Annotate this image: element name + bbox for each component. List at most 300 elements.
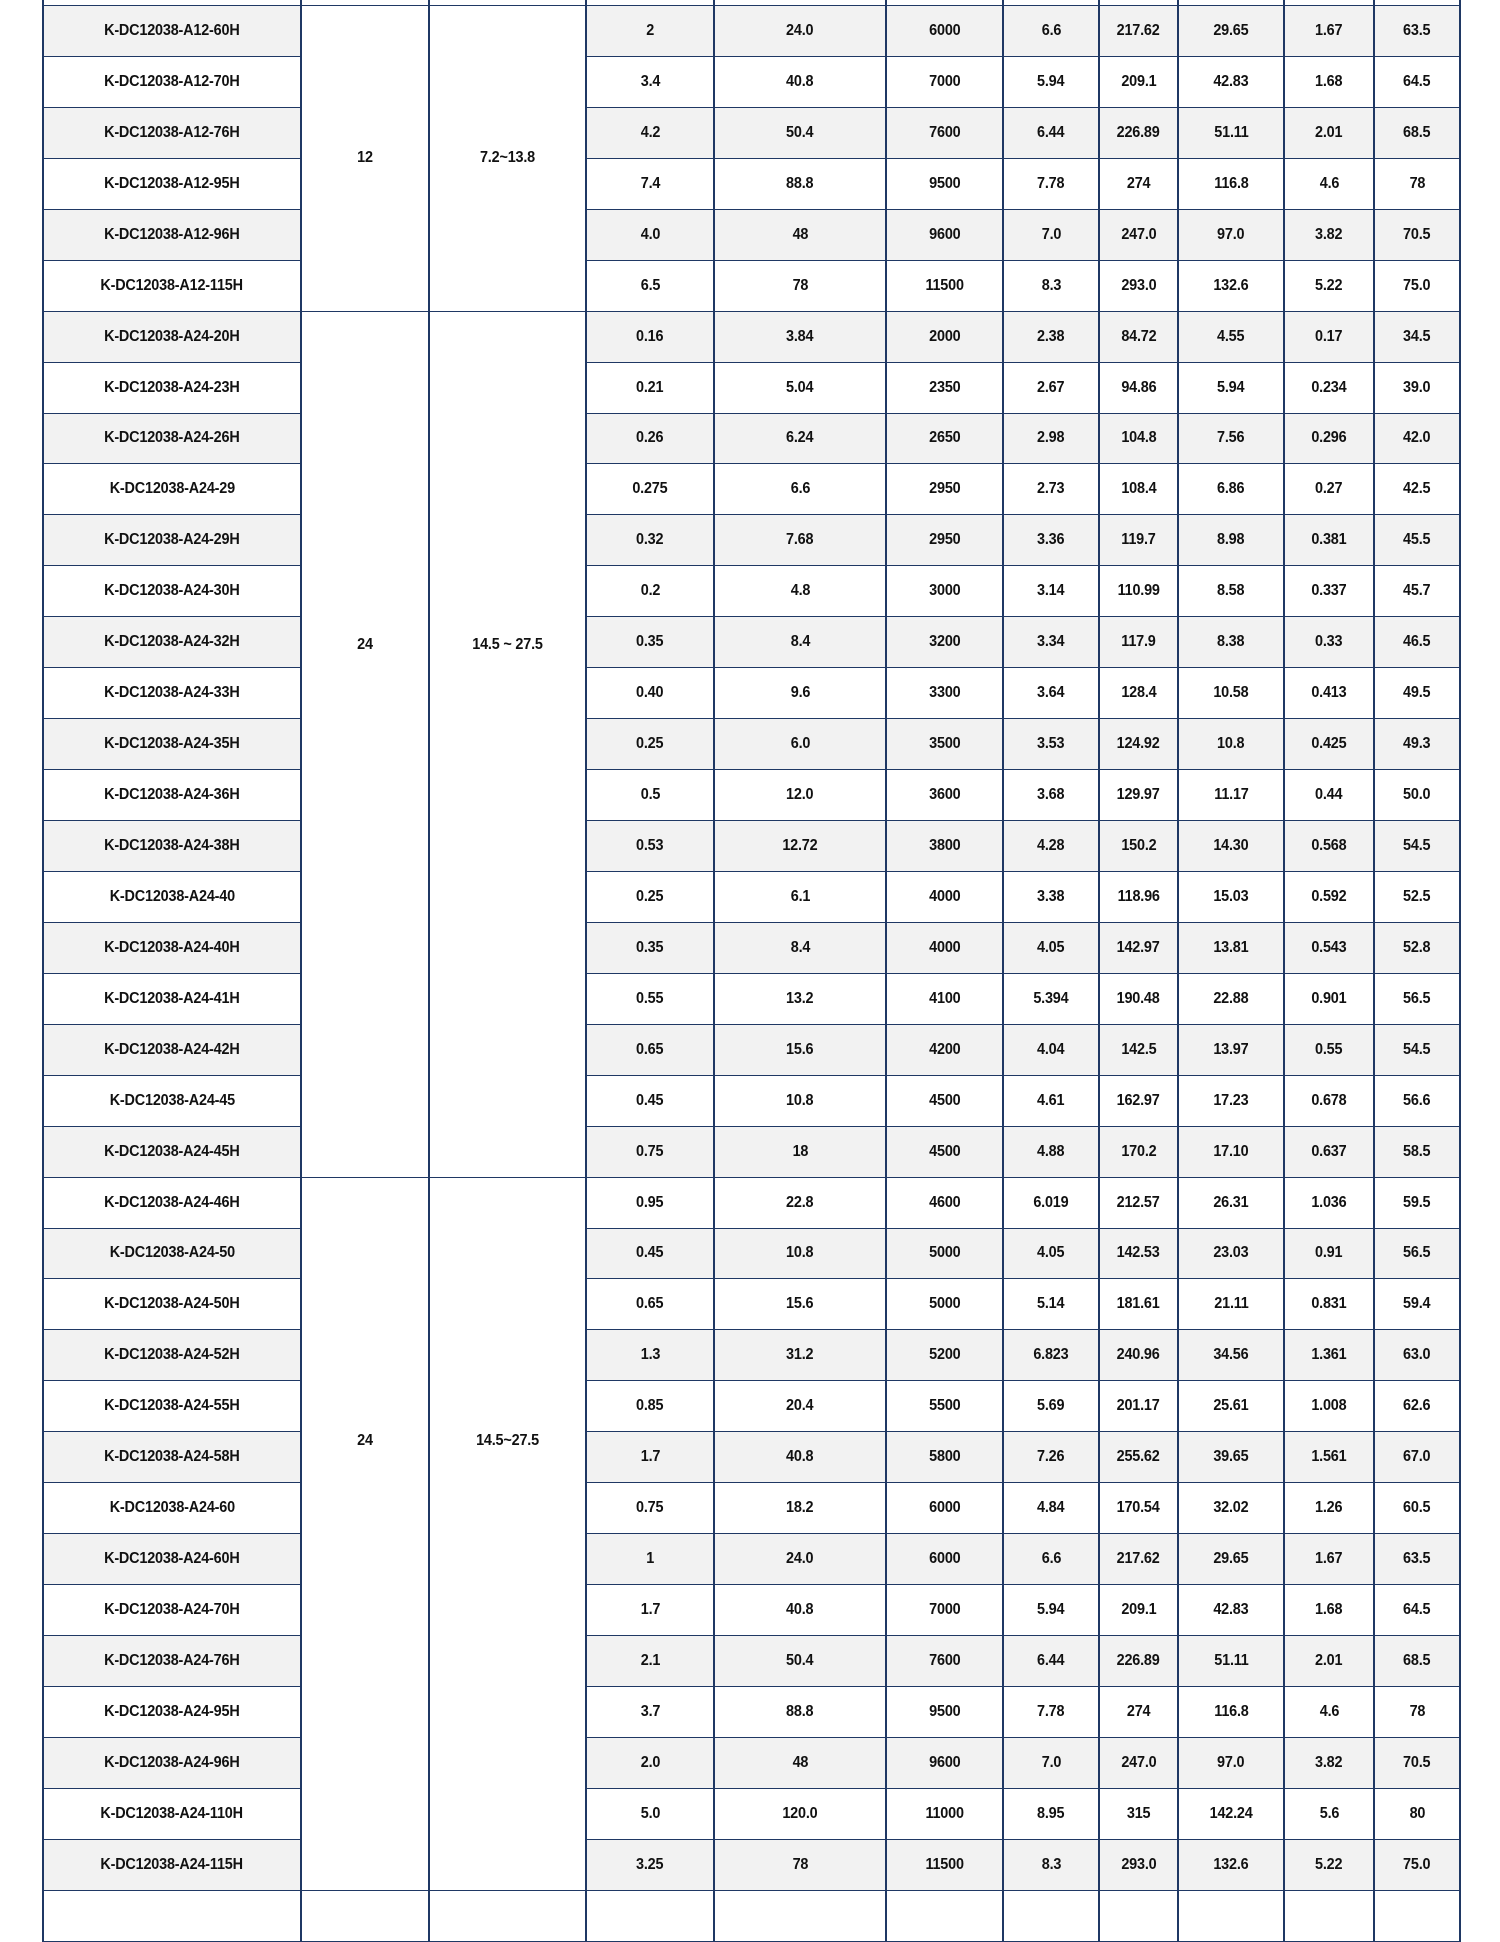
value-text: 1.036 [1311,1193,1347,1211]
value-cell [1099,1788,1178,1839]
value-text: 14.30 [1213,836,1249,854]
model-label: K-DC12038-A12-96H [104,225,240,243]
table-row [43,719,1460,770]
value-cell [586,1483,714,1534]
value-cell [1374,1381,1460,1432]
value-cell [1099,1839,1178,1890]
value-text: 3.64 [1037,684,1065,702]
value-text: 247.0 [1120,225,1157,243]
value-text: 10.58 [1213,684,1249,702]
value-cell [886,6,1003,57]
value-cell [886,922,1003,973]
value-text: 8.4 [790,938,810,956]
value-cell [886,1483,1003,1534]
table-row [43,1432,1460,1483]
value-text: 5000 [928,1244,961,1262]
model-label: K-DC12038-A24-50 [109,1244,235,1262]
value-text: 13.81 [1213,938,1249,956]
value-cell [586,158,714,209]
value-cell [1178,821,1284,872]
value-cell [1374,56,1460,107]
value-text: 0.17 [1315,327,1343,345]
value-text: 97.0 [1217,225,1245,243]
value-text: 0.901 [1311,989,1347,1007]
value-text: 0.55 [1315,1040,1343,1058]
value-cell [1178,668,1284,719]
model-label: K-DC12038-A24-58H [104,1448,240,1466]
value-cell [1284,1636,1374,1687]
value-text: 9600 [928,1753,961,1771]
voltage-label: 24 [357,635,373,653]
value-cell [1374,1788,1460,1839]
model-label: K-DC12038-A24-32H [104,633,240,651]
value-cell [1374,311,1460,362]
value-cell [1178,1381,1284,1432]
value-text: 116.8 [1213,174,1249,192]
value-text: 132.6 [1213,1855,1249,1873]
value-cell [1178,719,1284,770]
table-row [43,1330,1460,1381]
value-text: 4.6 [1319,1702,1339,1720]
value-cell [1099,209,1178,260]
value-cell [1284,973,1374,1024]
value-text: 68.5 [1403,123,1431,141]
value-cell [1284,1279,1374,1330]
value-text: 0.25 [636,887,664,905]
model-cell [43,1228,301,1279]
value-cell [1003,515,1099,566]
value-cell [586,1432,714,1483]
value-text: 3500 [928,735,961,753]
value-text: 88.8 [786,174,814,192]
model-label: K-DC12038-A24-76H [104,1651,240,1669]
value-cell [1178,311,1284,362]
value-cell [1284,1075,1374,1126]
value-cell [886,515,1003,566]
value-cell [1099,1279,1178,1330]
value-cell [1374,871,1460,922]
model-label: K-DC12038-A24-50H [104,1295,240,1313]
value-cell [1374,1177,1460,1228]
value-text: 54.5 [1403,836,1431,854]
value-cell [886,56,1003,107]
model-label: K-DC12038-A12-76H [104,123,240,141]
value-text: 4.61 [1037,1091,1065,1109]
voltage-range-cell [429,6,586,312]
value-text: 88.8 [786,1702,814,1720]
value-text: 15.03 [1213,887,1249,905]
value-text: 1.26 [1315,1499,1343,1517]
value-text: 58.5 [1403,1142,1431,1160]
model-label: K-DC12038-A24-26H [104,429,240,447]
value-text: 201.17 [1117,1397,1160,1415]
value-text: 0.413 [1311,684,1347,702]
value-text: 7.56 [1217,429,1245,447]
value-text: 46.5 [1403,633,1431,651]
voltage-range-cell [429,1177,586,1890]
value-cell [1003,362,1099,413]
value-cell [1003,617,1099,668]
value-cell [1284,1737,1374,1788]
value-text: 1 [646,1550,654,1568]
value-cell [1374,1024,1460,1075]
value-text: 7.0 [1041,1753,1061,1771]
value-text: 42.5 [1403,480,1431,498]
value-cell [1003,871,1099,922]
spec-table-body [43,0,1460,1941]
value-cell [1099,515,1178,566]
value-text: 8.98 [1217,531,1245,549]
value-text: 3.14 [1037,582,1065,600]
value-cell [1374,362,1460,413]
value-text: 21.11 [1213,1295,1249,1313]
value-text: 63.0 [1403,1346,1431,1364]
value-cell [1178,515,1284,566]
table-row [43,1686,1460,1737]
value-cell [886,1075,1003,1126]
value-cell [1374,770,1460,821]
value-cell [1003,209,1099,260]
value-cell [1003,1839,1099,1890]
model-label: K-DC12038-A24-33H [104,684,240,702]
table-row [43,311,1460,362]
table-row [43,770,1460,821]
value-text: 4.0 [640,225,660,243]
value-text: 51.11 [1213,123,1249,141]
cut-cell [1099,1890,1178,1941]
value-cell [1374,158,1460,209]
value-cell [714,311,886,362]
value-cell [1178,1585,1284,1636]
value-text: 70.5 [1403,225,1431,243]
value-cell [1099,1636,1178,1687]
table-row [43,56,1460,107]
value-text: 64.5 [1403,72,1431,90]
cut-cell [586,1890,714,1941]
cut-cell [1284,1890,1374,1941]
value-text: 3300 [928,684,961,702]
value-cell [886,1024,1003,1075]
value-text: 5.6 [1319,1804,1339,1822]
value-cell [586,515,714,566]
value-text: 110.99 [1117,582,1160,600]
value-cell [886,1381,1003,1432]
value-cell [886,464,1003,515]
value-text: 3.7 [640,1702,660,1720]
value-text: 13.97 [1213,1040,1249,1058]
value-text: 1.7 [640,1448,660,1466]
model-cell [43,464,301,515]
value-cell [1374,1585,1460,1636]
value-text: 54.5 [1403,1040,1431,1058]
value-cell [1284,515,1374,566]
voltage-cell [301,6,429,312]
value-cell [1374,1126,1460,1177]
model-cell [43,719,301,770]
value-text: 50.4 [786,123,814,141]
value-cell [886,871,1003,922]
value-text: 17.23 [1213,1091,1249,1109]
value-text: 67.0 [1403,1448,1431,1466]
value-cell [1003,260,1099,311]
value-cell [1003,1024,1099,1075]
value-text: 7.0 [1041,225,1061,243]
value-text: 3.38 [1037,887,1065,905]
value-text: 2.67 [1037,378,1065,396]
value-text: 4.8 [790,582,810,600]
value-cell [1284,1024,1374,1075]
value-text: 2.98 [1037,429,1065,447]
value-text: 2650 [928,429,961,447]
value-text: 40.8 [786,1448,814,1466]
value-text: 124.92 [1117,735,1160,753]
value-text: 78 [792,276,808,294]
value-cell [886,1636,1003,1687]
value-text: 0.381 [1311,531,1347,549]
value-text: 11500 [925,276,964,294]
value-text: 11.17 [1213,786,1249,804]
value-cell [886,311,1003,362]
value-text: 78 [792,1855,808,1873]
model-label: K-DC12038-A24-96H [104,1753,240,1771]
value-cell [1099,566,1178,617]
value-text: 6.6 [790,480,810,498]
value-cell [1178,1075,1284,1126]
value-cell [714,1279,886,1330]
model-label: K-DC12038-A24-95H [104,1702,240,1720]
value-text: 32.02 [1213,1499,1249,1517]
table-row [43,260,1460,311]
value-cell [586,668,714,719]
value-text: 29.65 [1213,1550,1249,1568]
value-text: 24.0 [786,21,814,39]
value-text: 4500 [928,1142,961,1160]
model-label: K-DC12038-A24-70H [104,1601,240,1619]
value-text: 0.425 [1311,735,1347,753]
value-cell [1178,1228,1284,1279]
value-cell [586,260,714,311]
model-label: K-DC12038-A24-60 [109,1499,235,1517]
value-cell [886,770,1003,821]
value-cell [586,6,714,57]
value-text: 0.678 [1311,1091,1347,1109]
value-cell [1003,668,1099,719]
value-text: 1.008 [1311,1397,1347,1415]
value-text: 4000 [928,887,961,905]
value-text: 78 [1409,1702,1425,1720]
value-cell [1099,413,1178,464]
value-text: 0.35 [636,633,664,651]
model-cell [43,1636,301,1687]
value-text: 0.53 [636,836,664,854]
voltage-range-cell [429,311,586,1177]
table-row [43,1126,1460,1177]
model-label: K-DC12038-A24-110H [100,1804,244,1822]
value-text: 1.561 [1311,1448,1347,1466]
value-cell [586,1228,714,1279]
value-cell [1003,1636,1099,1687]
model-label: K-DC12038-A24-42H [104,1040,240,1058]
model-label: K-DC12038-A24-40H [104,938,240,956]
value-text: 0.95 [636,1193,664,1211]
value-cell [1284,209,1374,260]
value-text: 217.62 [1117,21,1160,39]
value-cell [886,973,1003,1024]
value-cell [1003,1432,1099,1483]
value-cell [886,617,1003,668]
value-text: 63.5 [1403,21,1431,39]
value-text: 4.2 [640,123,660,141]
value-text: 59.4 [1403,1295,1431,1313]
value-cell [1099,464,1178,515]
value-text: 6.24 [786,429,814,447]
value-cell [714,464,886,515]
value-cell [1284,1534,1374,1585]
value-text: 13.2 [786,989,814,1007]
value-text: 97.0 [1217,1753,1245,1771]
value-cell [1374,1483,1460,1534]
value-cell [586,1177,714,1228]
value-text: 0.75 [636,1142,664,1160]
model-cell [43,1126,301,1177]
value-cell [1374,1737,1460,1788]
value-cell [1178,1330,1284,1381]
model-label: K-DC12038-A24-52H [104,1346,240,1364]
value-text: 2.01 [1315,123,1343,141]
value-text: 50.0 [1403,786,1431,804]
value-cell [1284,107,1374,158]
value-text: 3.34 [1037,633,1065,651]
model-cell [43,1737,301,1788]
value-cell [1099,922,1178,973]
voltage-range-label: 7.2~13.8 [479,149,536,167]
value-text: 9600 [928,225,961,243]
value-text: 0.27 [1315,480,1343,498]
value-text: 52.8 [1403,938,1431,956]
model-label: K-DC12038-A24-55H [104,1397,240,1415]
value-text: 22.88 [1213,989,1249,1007]
value-cell [1374,260,1460,311]
table-row [43,1534,1460,1585]
value-text: 6.44 [1037,1651,1065,1669]
value-cell [1178,1483,1284,1534]
value-cell [1284,871,1374,922]
value-cell [1003,922,1099,973]
value-text: 75.0 [1403,276,1431,294]
value-text: 23.03 [1213,1244,1249,1262]
value-cell [586,1330,714,1381]
model-cell [43,1024,301,1075]
model-label: K-DC12038-A24-35H [104,735,240,753]
value-cell [1178,1177,1284,1228]
value-cell [1178,56,1284,107]
model-cell [43,515,301,566]
value-cell [1003,1177,1099,1228]
value-text: 4200 [928,1040,961,1058]
value-cell [1003,6,1099,57]
table-row [43,209,1460,260]
voltage-cell [301,1177,429,1890]
value-cell [714,719,886,770]
table-row [43,617,1460,668]
model-label: K-DC12038-A24-38H [104,836,240,854]
model-cell [43,209,301,260]
value-text: 0.234 [1311,378,1347,396]
value-cell [1099,311,1178,362]
value-cell [886,1330,1003,1381]
table-row [43,973,1460,1024]
model-cell [43,617,301,668]
value-text: 39.65 [1213,1448,1249,1466]
value-text: 24.0 [786,1550,814,1568]
model-cell [43,1483,301,1534]
value-cell [586,311,714,362]
model-cell [43,1585,301,1636]
value-text: 5.94 [1217,378,1245,396]
model-label: K-DC12038-A12-70H [104,72,240,90]
value-text: 4.88 [1037,1142,1065,1160]
value-text: 75.0 [1403,1855,1431,1873]
voltage-range-label: 14.5 ~ 27.5 [472,635,543,653]
value-cell [1374,566,1460,617]
value-cell [1003,1737,1099,1788]
value-cell [886,719,1003,770]
voltage-label: 12 [357,149,373,167]
value-text: 8.3 [1041,1855,1061,1873]
value-cell [1374,1839,1460,1890]
value-text: 0.543 [1311,938,1347,956]
value-cell [714,1177,886,1228]
value-text: 48 [792,225,808,243]
value-cell [714,1737,886,1788]
value-text: 42.0 [1403,429,1431,447]
table-row [43,1636,1460,1687]
model-cell [43,1330,301,1381]
value-cell [586,1585,714,1636]
value-text: 1.3 [640,1346,660,1364]
value-cell [1374,1279,1460,1330]
value-cell [1284,1686,1374,1737]
value-cell [1099,973,1178,1024]
value-cell [586,1839,714,1890]
model-cell [43,1075,301,1126]
value-cell [886,158,1003,209]
model-cell [43,871,301,922]
value-cell [1099,719,1178,770]
value-cell [1178,1279,1284,1330]
value-cell [586,464,714,515]
value-cell [1284,1177,1374,1228]
value-cell [886,1737,1003,1788]
value-text: 22.8 [786,1193,814,1211]
value-text: 5.69 [1037,1397,1065,1415]
value-cell [1178,617,1284,668]
value-text: 42.83 [1213,72,1249,90]
value-text: 209.1 [1120,72,1157,90]
model-cell [43,260,301,311]
value-cell [1374,1686,1460,1737]
value-cell [886,1432,1003,1483]
value-text: 2950 [928,480,961,498]
value-text: 4.05 [1037,938,1065,956]
table-row [43,413,1460,464]
model-cell [43,1788,301,1839]
value-cell [586,1686,714,1737]
value-cell [886,821,1003,872]
model-cell [43,1686,301,1737]
value-cell [1003,973,1099,1024]
value-text: 117.9 [1121,633,1156,651]
